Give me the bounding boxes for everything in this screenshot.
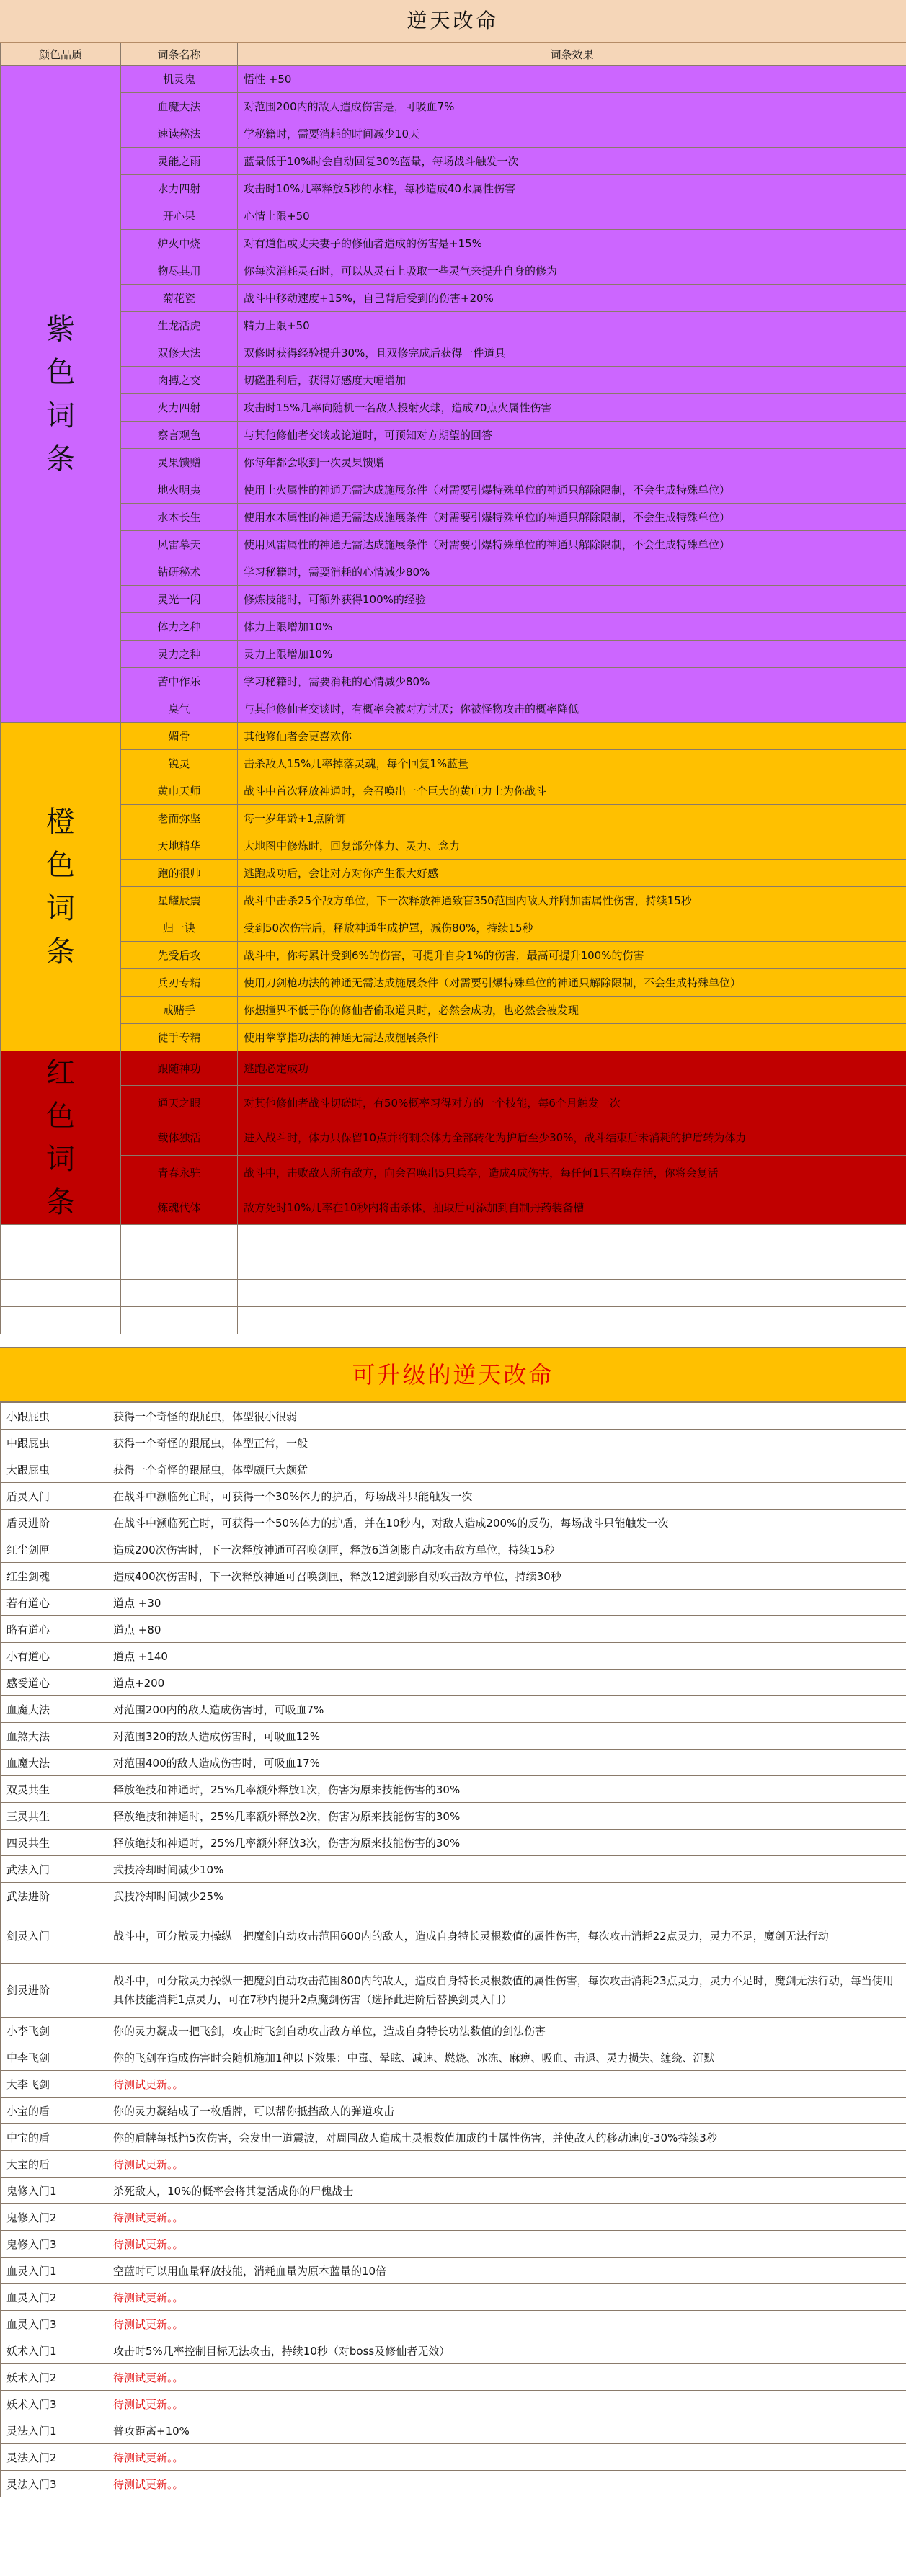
table-row <box>1 531 906 558</box>
attribute-name: 炼魂代体 <box>121 1190 238 1224</box>
upgrade-row <box>1 1616 906 1643</box>
upgrade-effect: 你的盾牌每抵挡5次伤害，会发出一道震波，对周围敌人造成土灵根数值加成的土属性伤害，并使敌人的移动速度-30%持续3秒 <box>107 2124 906 2151</box>
upgrade-row <box>1 1776 906 1803</box>
attribute-effect: 击杀敌人15%几率掉落灵魂，每个回复1%蓝量 <box>238 750 906 777</box>
upgrade-name: 鬼修入门3 <box>1 2231 107 2258</box>
upgrade-name: 小有道心 <box>1 1643 107 1670</box>
upgrade-row <box>1 1670 906 1696</box>
upgrade-effect: 道点 +30 <box>107 1590 906 1616</box>
upgrade-effect: 释放绝技和神通时，25%几率额外释放1次，伤害为原来技能伤害的30% <box>107 1776 906 1803</box>
upgrade-name: 小宝的盾 <box>1 2098 107 2124</box>
attribute-effect: 战斗中，你每累计受到6%的伤害，可提升自身1%的伤害，最高可提升100%的伤害 <box>238 942 906 969</box>
attribute-name: 星耀辰震 <box>121 887 238 914</box>
upgrade-row <box>1 2258 906 2284</box>
upgrade-name: 鬼修入门2 <box>1 2204 107 2231</box>
upgrade-name: 中跟屁虫 <box>1 1430 107 1456</box>
upgrade-row <box>1 1590 906 1616</box>
attribute-effect: 大地图中修炼时，回复部分体力、灵力、念力 <box>238 832 906 860</box>
attribute-effect: 战斗中移动速度+15%，自己背后受到的伤害+20% <box>238 285 906 312</box>
upgrade-effect: 待测试更新。。 <box>107 2471 906 2497</box>
upgrade-effect: 你的灵力凝结成了一枚盾牌，可以帮你抵挡敌人的弹道攻击 <box>107 2098 906 2124</box>
attribute-effect: 蓝量低于10%时会自动回复30%蓝量，每场战斗触发一次 <box>238 148 906 175</box>
empty-cell <box>238 1252 906 1280</box>
attribute-effect: 灵力上限增加10% <box>238 641 906 668</box>
attribute-effect: 使用风雷属性的神通无需达成施展条件（对需要引爆特殊单位的神通只解除限制，不会生成特殊单位） <box>238 531 906 558</box>
table-row <box>1 777 906 805</box>
upgrade-row <box>1 2471 906 2497</box>
empty-cell <box>121 1280 238 1307</box>
upgrade-effect: 战斗中，可分散灵力操纵一把魔剑自动攻击范围600内的敌人，造成自身特长灵根数值的属性伤害，每次攻击消耗22点灵力，灵力不足，魔剑无法行动 <box>107 1909 906 1964</box>
upgrade-name: 血魔大法 <box>1 1750 107 1776</box>
table-row <box>1 641 906 668</box>
upgrade-name: 妖术入门3 <box>1 2391 107 2417</box>
attribute-table <box>0 43 906 1334</box>
table-header-row <box>1 43 906 66</box>
attribute-effect: 与其他修仙者交谈时，有概率会被对方讨厌；你被怪物攻击的概率降低 <box>238 695 906 723</box>
empty-cell <box>121 1307 238 1334</box>
attribute-effect: 体力上限增加10% <box>238 613 906 641</box>
upgrade-row <box>1 2124 906 2151</box>
upgrade-name: 红尘剑匣 <box>1 1536 107 1563</box>
table-row <box>1 476 906 504</box>
upgrade-row <box>1 2417 906 2444</box>
upgrade-effect: 造成400次伤害时，下一次释放神通可召唤剑匣，释放12道剑影自动攻击敌方单位，持续30秒 <box>107 1563 906 1590</box>
upgrade-name: 盾灵入门 <box>1 1483 107 1510</box>
upgrade-name: 四灵共生 <box>1 1830 107 1856</box>
attribute-effect: 你每次消耗灵石时，可以从灵石上吸取一些灵气来提升自身的修为 <box>238 257 906 285</box>
upgrade-row <box>1 1883 906 1909</box>
grade-label <box>1 1051 121 1225</box>
upgrade-name: 双灵共生 <box>1 1776 107 1803</box>
attribute-effect: 每一岁年龄+1点阶御 <box>238 805 906 832</box>
table-row <box>1 504 906 531</box>
attribute-effect: 修炼技能时，可额外获得100%的经验 <box>238 586 906 613</box>
table-row <box>1 805 906 832</box>
attribute-name: 水力四射 <box>121 175 238 202</box>
attribute-name: 速读秘法 <box>121 120 238 148</box>
upgrade-name: 小跟屁虫 <box>1 1403 107 1430</box>
attribute-name: 跟随神功 <box>121 1051 238 1086</box>
table-row <box>1 93 906 120</box>
grade-text: 橙色词条 <box>46 805 75 968</box>
table-row <box>1 148 906 175</box>
empty-row <box>1 1307 906 1334</box>
upgrade-name: 小李飞剑 <box>1 2018 107 2044</box>
attribute-name: 血魔大法 <box>121 93 238 120</box>
table-row <box>1 942 906 969</box>
attribute-effect: 学秘籍时，需要消耗的时间减少10天 <box>238 120 906 148</box>
attribute-name: 生龙活虎 <box>121 312 238 339</box>
attribute-effect: 悟性 +50 <box>238 66 906 93</box>
upgrade-name: 妖术入门1 <box>1 2337 107 2364</box>
upgrade-row <box>1 1909 906 1964</box>
attribute-name: 肉搏之交 <box>121 367 238 394</box>
upgrade-effect: 杀死敌人，10%的概率会将其复活成你的尸傀战士 <box>107 2178 906 2204</box>
empty-cell <box>238 1225 906 1252</box>
upgrade-name: 中李飞剑 <box>1 2044 107 2071</box>
upgrade-effect: 待测试更新。。 <box>107 2391 906 2417</box>
upgrade-name: 中宝的盾 <box>1 2124 107 2151</box>
attribute-name: 媚骨 <box>121 723 238 750</box>
attribute-name: 灵力之种 <box>121 641 238 668</box>
upgrade-effect: 武技冷却时间减少25% <box>107 1883 906 1909</box>
section2-title: 可升级的逆天改命 <box>0 1347 906 1402</box>
attribute-name: 青春永驻 <box>121 1155 238 1190</box>
table-row <box>1 202 906 230</box>
grade-label <box>1 66 121 723</box>
empty-row <box>1 1225 906 1252</box>
upgrade-row <box>1 1803 906 1830</box>
upgrade-effect: 待测试更新。。 <box>107 2311 906 2337</box>
attribute-name: 灵果馈赠 <box>121 449 238 476</box>
upgrade-effect: 待测试更新。。 <box>107 2204 906 2231</box>
upgrade-name: 血灵入门2 <box>1 2284 107 2311</box>
attribute-effect: 使用拳掌指功法的神通无需达成施展条件 <box>238 1024 906 1051</box>
upgrade-row <box>1 2364 906 2391</box>
upgrade-effect: 待测试更新。。 <box>107 2364 906 2391</box>
attribute-effect: 战斗中，击败敌人所有敌方，向会召唤出5只兵卒，造成4成伤害，每任何1只召唤存活，你将会复活 <box>238 1155 906 1190</box>
attribute-effect: 学习秘籍时，需要消耗的心情减少80% <box>238 668 906 695</box>
empty-cell <box>1 1280 121 1307</box>
attribute-name: 火力四射 <box>121 394 238 422</box>
upgrade-name: 血灵入门3 <box>1 2311 107 2337</box>
attribute-name: 载体独活 <box>121 1120 238 1155</box>
upgrade-name: 灵法入门1 <box>1 2417 107 2444</box>
upgrade-effect: 释放绝技和神通时，25%几率额外释放3次，伤害为原来技能伤害的30% <box>107 1830 906 1856</box>
attribute-effect: 你想撞界不低于你的修仙者偷取道具时，必然会成功，也必然会被发现 <box>238 997 906 1024</box>
attribute-name: 归一诀 <box>121 914 238 942</box>
upgrade-row <box>1 2311 906 2337</box>
table-row <box>1 914 906 942</box>
upgrade-row <box>1 1430 906 1456</box>
upgrade-row <box>1 1750 906 1776</box>
table-row <box>1 997 906 1024</box>
table-row <box>1 969 906 997</box>
empty-cell <box>1 1307 121 1334</box>
attribute-name: 钻研秘术 <box>121 558 238 586</box>
attribute-name: 跑的很帅 <box>121 860 238 887</box>
upgrade-effect: 道点 +140 <box>107 1643 906 1670</box>
attribute-name: 通天之眼 <box>121 1086 238 1120</box>
upgrade-row <box>1 2204 906 2231</box>
table-row <box>1 613 906 641</box>
attribute-name: 天地精华 <box>121 832 238 860</box>
table-row <box>1 422 906 449</box>
attribute-name: 双修大法 <box>121 339 238 367</box>
table-row <box>1 285 906 312</box>
upgrade-name: 三灵共生 <box>1 1803 107 1830</box>
upgrade-row <box>1 2231 906 2258</box>
table-row <box>1 312 906 339</box>
attribute-name: 苦中作乐 <box>121 668 238 695</box>
table-row <box>1 1024 906 1051</box>
empty-cell <box>1 1225 121 1252</box>
attribute-name: 老而弥坚 <box>121 805 238 832</box>
upgrade-effect: 你的飞剑在造成伤害时会随机施加1种以下效果：中毒、晕眩、减速、燃烧、冰冻、麻痹、吸血、击退、灵力损失、缠绕、沉默 <box>107 2044 906 2071</box>
attribute-effect: 对范围200内的敌人造成伤害是，可吸血7% <box>238 93 906 120</box>
upgrade-effect: 待测试更新。。 <box>107 2151 906 2178</box>
upgrade-effect: 在战斗中濒临死亡时，可获得一个30%体力的护盾，每场战斗只能触发一次 <box>107 1483 906 1510</box>
empty-cell <box>1 1252 121 1280</box>
upgrade-name: 红尘剑魂 <box>1 1563 107 1590</box>
upgrade-effect: 你的灵力凝成一把飞剑，攻击时飞剑自动攻击敌方单位，造成自身特长功法数值的剑法伤害 <box>107 2018 906 2044</box>
upgrade-effect: 武技冷却时间减少10% <box>107 1856 906 1883</box>
attribute-effect: 切磋胜利后，获得好感度大幅增加 <box>238 367 906 394</box>
attribute-name: 机灵鬼 <box>121 66 238 93</box>
empty-cell <box>121 1225 238 1252</box>
grade-text: 红色词条 <box>46 1056 75 1219</box>
attribute-effect: 对其他修仙者战斗切磋时，有50%概率习得对方的一个技能，每6个月触发一次 <box>238 1086 906 1120</box>
upgrade-row <box>1 1723 906 1750</box>
upgrade-row <box>1 1856 906 1883</box>
table-row <box>1 1120 906 1155</box>
upgrade-name: 武法进阶 <box>1 1883 107 1909</box>
upgrade-effect: 获得一个奇怪的跟屁虫，体型正常，一般 <box>107 1430 906 1456</box>
upgrade-name: 剑灵进阶 <box>1 1964 107 2018</box>
upgrade-row <box>1 1536 906 1563</box>
table-row <box>1 668 906 695</box>
attribute-name: 戒赌手 <box>121 997 238 1024</box>
upgrade-effect: 空蓝时可以用血量释放技能，消耗血量为原本蓝量的10倍 <box>107 2258 906 2284</box>
attribute-name: 灵能之雨 <box>121 148 238 175</box>
upgrade-row <box>1 2337 906 2364</box>
table-row <box>1 120 906 148</box>
upgrade-row <box>1 2391 906 2417</box>
table-row <box>1 695 906 723</box>
attribute-effect: 进入战斗时，体力只保留10点并将剩余体力全部转化为护盾至少30%，战斗结束后未消耗的护盾转为体力 <box>238 1120 906 1155</box>
table-row <box>1 367 906 394</box>
upgrade-name: 妖术入门2 <box>1 2364 107 2391</box>
attribute-name: 徒手专精 <box>121 1024 238 1051</box>
table-row <box>1 832 906 860</box>
empty-row <box>1 1280 906 1307</box>
attribute-name: 黄巾天师 <box>121 777 238 805</box>
attribute-effect: 精力上限+50 <box>238 312 906 339</box>
table-row <box>1 1051 906 1086</box>
attribute-name: 菊花瓷 <box>121 285 238 312</box>
empty-row <box>1 1252 906 1280</box>
attribute-effect: 攻击时10%几率释放5秒的水柱，每秒造成40水属性伤害 <box>238 175 906 202</box>
upgrade-name: 大宝的盾 <box>1 2151 107 2178</box>
attribute-effect: 学习秘籍时，需要消耗的心情减少80% <box>238 558 906 586</box>
table-row <box>1 860 906 887</box>
upgrade-row <box>1 1563 906 1590</box>
upgrade-effect: 获得一个奇怪的跟屁虫，体型很小很弱 <box>107 1403 906 1430</box>
attribute-effect: 攻击时15%几率向随机一名敌人投射火球，造成70点火属性伤害 <box>238 394 906 422</box>
attribute-effect: 逃跑必定成功 <box>238 1051 906 1086</box>
attribute-name: 水木长生 <box>121 504 238 531</box>
attribute-name: 炉火中烧 <box>121 230 238 257</box>
section1-title: 逆天改命 <box>0 0 906 43</box>
empty-cell <box>238 1280 906 1307</box>
upgrade-row <box>1 1403 906 1430</box>
attribute-effect: 使用刀剑枪功法的神通无需达成施展条件（对需要引爆特殊单位的神通只解除限制，不会生成特殊单位） <box>238 969 906 997</box>
attribute-effect: 心情上限+50 <box>238 202 906 230</box>
attribute-name: 先受后攻 <box>121 942 238 969</box>
upgrade-row <box>1 2018 906 2044</box>
upgrade-name: 盾灵进阶 <box>1 1510 107 1536</box>
upgrade-name: 剑灵入门 <box>1 1909 107 1964</box>
upgrade-row <box>1 1696 906 1723</box>
table-row <box>1 723 906 750</box>
grade-text: 紫色词条 <box>46 312 75 476</box>
attribute-effect: 你每年都会收到一次灵果馈赠 <box>238 449 906 476</box>
table-row <box>1 558 906 586</box>
upgrade-row <box>1 2284 906 2311</box>
upgrade-effect: 道点+200 <box>107 1670 906 1696</box>
upgrade-row <box>1 1643 906 1670</box>
upgrade-row <box>1 1964 906 2018</box>
upgrade-effect: 对范围320的敌人造成伤害时，可吸血12% <box>107 1723 906 1750</box>
attribute-effect: 双修时获得经验提升30%，且双修完成后获得一件道具 <box>238 339 906 367</box>
upgrade-effect: 待测试更新。。 <box>107 2444 906 2471</box>
attribute-name: 风雷摹天 <box>121 531 238 558</box>
upgrade-effect: 在战斗中濒临死亡时，可获得一个50%体力的护盾，并在10秒内，对敌人造成200%的反伤，每场战斗只能触发一次 <box>107 1510 906 1536</box>
upgrade-row <box>1 2151 906 2178</box>
table-row <box>1 887 906 914</box>
table-row <box>1 449 906 476</box>
upgrade-table <box>0 1402 906 2497</box>
attribute-effect: 逃跑成功后，会让对方对你产生很大好感 <box>238 860 906 887</box>
table-row <box>1 175 906 202</box>
table-row <box>1 394 906 422</box>
upgrade-name: 大跟屁虫 <box>1 1456 107 1483</box>
upgrade-name: 灵法入门2 <box>1 2444 107 2471</box>
upgrade-row <box>1 1456 906 1483</box>
table-row <box>1 339 906 367</box>
table-row <box>1 1155 906 1190</box>
table-row <box>1 586 906 613</box>
attribute-name: 臭气 <box>121 695 238 723</box>
attribute-effect: 其他修仙者会更喜欢你 <box>238 723 906 750</box>
table-row <box>1 230 906 257</box>
attribute-name: 察言观色 <box>121 422 238 449</box>
upgrade-name: 灵法入门3 <box>1 2471 107 2497</box>
upgrade-name: 血魔大法 <box>1 1696 107 1723</box>
upgrade-name: 武法入门 <box>1 1856 107 1883</box>
grade-label <box>1 723 121 1051</box>
upgrade-effect: 释放绝技和神通时，25%几率额外释放2次，伤害为原来技能伤害的30% <box>107 1803 906 1830</box>
upgrade-name: 略有道心 <box>1 1616 107 1643</box>
upgrade-effect: 对范围200内的敌人造成伤害时，可吸血7% <box>107 1696 906 1723</box>
header-grade: 颜色品质 <box>1 43 121 66</box>
upgrade-row <box>1 2444 906 2471</box>
attribute-effect: 使用土火属性的神通无需达成施展条件（对需要引爆特殊单位的神通只解除限制，不会生成特殊单位） <box>238 476 906 504</box>
upgrade-effect: 攻击时5%几率控制目标无法攻击，持续10秒（对boss及修仙者无效） <box>107 2337 906 2364</box>
upgrade-effect: 获得一个奇怪的跟屁虫，体型颇巨大颇猛 <box>107 1456 906 1483</box>
attribute-effect: 受到50次伤害后，释放神通生成护罩，减伤80%，持续15秒 <box>238 914 906 942</box>
upgrade-name: 大李飞剑 <box>1 2071 107 2098</box>
attribute-name: 兵刃专精 <box>121 969 238 997</box>
upgrade-row <box>1 1830 906 1856</box>
attribute-effect: 敌方死时10%几率在10秒内将击杀体，抽取后可添加到自制丹药装备槽 <box>238 1190 906 1224</box>
empty-cell <box>121 1252 238 1280</box>
attribute-effect: 与其他修仙者交谈或论道时，可预知对方期望的回答 <box>238 422 906 449</box>
upgrade-effect: 待测试更新。。 <box>107 2284 906 2311</box>
header-effect: 词条效果 <box>238 43 906 66</box>
upgrade-name: 血灵入门1 <box>1 2258 107 2284</box>
upgrade-name: 鬼修入门1 <box>1 2178 107 2204</box>
attribute-name: 物尽其用 <box>121 257 238 285</box>
upgrade-effect: 待测试更新。。 <box>107 2071 906 2098</box>
attribute-name: 灵光一闪 <box>121 586 238 613</box>
attribute-effect: 战斗中首次释放神通时，会召唤出一个巨大的黄巾力士为你战斗 <box>238 777 906 805</box>
table-row <box>1 257 906 285</box>
attribute-name: 开心果 <box>121 202 238 230</box>
attribute-name: 地火明夷 <box>121 476 238 504</box>
upgrade-row <box>1 1483 906 1510</box>
upgrade-effect: 对范围400的敌人造成伤害时，可吸血17% <box>107 1750 906 1776</box>
attribute-effect: 使用水木属性的神通无需达成施展条件（对需要引爆特殊单位的神通只解除限制，不会生成特殊单位） <box>238 504 906 531</box>
attribute-effect: 对有道侣或丈夫妻子的修仙者造成的伤害是+15% <box>238 230 906 257</box>
empty-cell <box>238 1307 906 1334</box>
table-row <box>1 750 906 777</box>
upgrade-row <box>1 2044 906 2071</box>
upgrade-effect: 造成200次伤害时，下一次释放神通可召唤剑匣，释放6道剑影自动攻击敌方单位，持续15秒 <box>107 1536 906 1563</box>
upgrade-row <box>1 2071 906 2098</box>
upgrade-name: 血煞大法 <box>1 1723 107 1750</box>
attribute-name: 体力之种 <box>121 613 238 641</box>
upgrade-row <box>1 2098 906 2124</box>
upgrade-name: 感受道心 <box>1 1670 107 1696</box>
upgrade-name: 若有道心 <box>1 1590 107 1616</box>
upgrade-row <box>1 2178 906 2204</box>
attribute-name: 锐灵 <box>121 750 238 777</box>
header-name: 词条名称 <box>121 43 238 66</box>
table-row <box>1 66 906 93</box>
upgrade-row <box>1 1510 906 1536</box>
table-row <box>1 1086 906 1120</box>
upgrade-effect: 战斗中，可分散灵力操纵一把魔剑自动攻击范围800内的敌人，造成自身特长灵根数值的属性伤害，每次攻击消耗23点灵力，灵力不足时，魔剑无法行动，每当使用具体技能消耗1点灵力，可在7秒内提升2点魔剑伤害（选择此进阶后替换剑灵入门） <box>107 1964 906 2018</box>
upgrade-effect: 普攻距离+10% <box>107 2417 906 2444</box>
table-row <box>1 1190 906 1224</box>
upgrade-effect: 待测试更新。。 <box>107 2231 906 2258</box>
attribute-effect: 战斗中击杀25个敌方单位，下一次释放神通致盲350范围内敌人并附加雷属性伤害，持续15秒 <box>238 887 906 914</box>
upgrade-effect: 道点 +80 <box>107 1616 906 1643</box>
